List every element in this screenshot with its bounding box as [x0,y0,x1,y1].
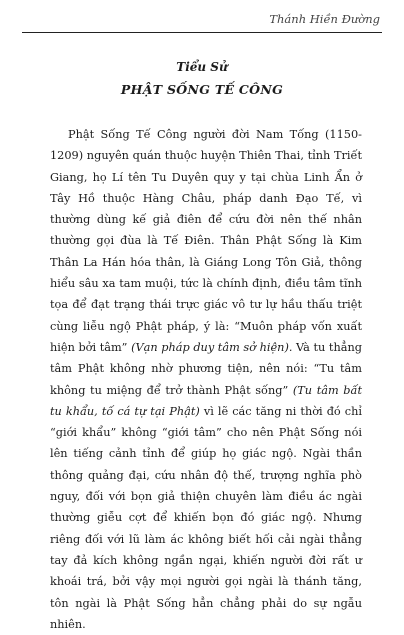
italic-quote-2: (Tu tâm bất tu khẩu, tố cá tự tại Phật) [50,383,362,418]
biography-paragraph [50,124,362,635]
header-divider [22,32,382,33]
section-label: Tiểu Sử [176,60,228,74]
italic-quote-1: (Vạn pháp duy tâm sở hiện). [131,340,293,354]
paragraph-text-part-1: Phật Sống Tế Công người đời Nam Tống (1150-1209) nguyên quán thuộc huyện Thiên Thai, tỉnh Triết Giang, họ Lí tên Tu Duyên quy y tại chùa Linh Ẩn ở Tây Hồ thuộc Hàng Châu, pháp danh Đạo Tế, vì thường dùng kế giả điên để cứu đời nên thế nhân thường gọi đùa là Tế Điên. Thân Phật Sống là Kim Thân La Hán hóa thân, là Giáng Long Tôn Giả, thông hiểu sâu xa tam muội, tức là chính định, điều tâm tĩnh tọa để đạt trạng thái trực giác vô tư lự hầu thấu triệt cùng liễu ngộ Phật pháp, ý là: “Muôn pháp vốn xuất hiện bởi tâm” [50,128,362,354]
paragraph-text-part-2: Và tu thẳng tâm Phật không nhờ phương tiện, nên nói: “Tu tâm không tu miệng để trở thành Phật sống” [50,340,362,397]
page-title: PHẬT SỐNG TẾ CÔNG [120,82,284,97]
paragraph-text-part-3: vì lẽ các tăng ni thời đó chỉ “giới khẩu” không “giới tâm” cho nên Phật Sống nói lên tiếng cảnh tỉnh để giúp họ giác ngộ. Ngài thần thông quảng đại, cứu nhân độ thế, trượng nghĩa phò nguy, đối với bọn giả thiện chuyên làm điều ác ngài thường giễu cợt để khiến bọn đó giác ngộ. Nhưng riêng đối với lũ làm ác không biết hối cải ngài thẳng tay đả kích không ngần ngại, khiến người đời rất ư khoái trá, bởi vậy mọi người gọi ngài là thánh tăng, tôn ngài là Phật Sống hẳn chẳng phải do sự ngẫu nhiên. [50,404,362,631]
running-header: Thánh Hiền Đường [269,12,380,26]
